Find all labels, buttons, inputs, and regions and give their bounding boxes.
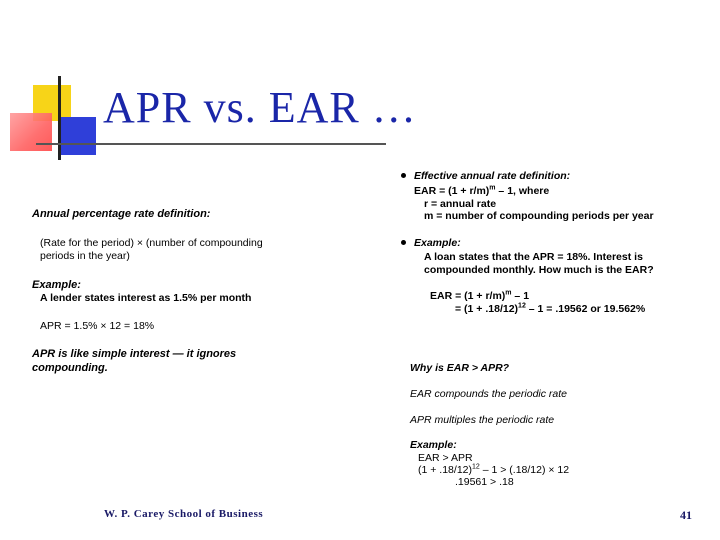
example2-line3: .19561 > .18 xyxy=(455,476,514,488)
ear-definition-heading: Effective annual rate definition: xyxy=(414,170,571,182)
apr-example-text: A lender states interest as 1.5% per month xyxy=(40,292,252,304)
slide-title: APR vs. EAR … xyxy=(103,83,417,132)
logo-blue-block xyxy=(60,117,96,155)
ear-calc-line1: EAR = $(1 + r/m)^m - 1$ xyxy=(430,289,530,302)
apr-example-heading: Example: xyxy=(32,279,81,291)
ear-m-definition: m = number of compounding periods per year xyxy=(424,210,654,222)
ear-example-line1: A loan states that the APR = 18%. Interest is xyxy=(424,251,643,263)
ear-r-definition: r = annual rate xyxy=(424,198,497,210)
ear-example-heading: Example: xyxy=(414,237,461,249)
why-heading: Why is EAR > APR? xyxy=(410,362,510,374)
apr-example-calc: APR = 1.5% × 12 = 18% xyxy=(40,320,155,332)
logo-vertical-line xyxy=(58,76,61,160)
apr-note-line2: compounding. xyxy=(32,362,108,374)
apr-definition-heading: Annual percentage rate definition: xyxy=(32,208,211,220)
logo-red-block xyxy=(10,113,52,151)
apr-note-line1: APR is like simple interest — it ignores xyxy=(32,348,237,360)
title-underline xyxy=(36,143,386,145)
ear-calc-line2: = $(1 + .18/12)^{12} - 1 = .19562$ or 19.562% xyxy=(455,302,646,315)
apr-definition-line1: (Rate for the period) × (number of compounding xyxy=(40,237,263,249)
page-number: 41 xyxy=(680,508,692,522)
bullet-icon xyxy=(401,173,406,178)
apr-definition-line2: periods in the year) xyxy=(40,250,130,262)
ear-formula: EAR = $(1 + r/m)^m - 1$, where xyxy=(414,184,550,197)
example2-line1: EAR > APR xyxy=(418,452,473,464)
bullet-icon xyxy=(401,240,406,245)
example2-line2: $(1 + .18/12)^{12} - 1 > (.18/12) \times 12$ xyxy=(418,463,570,476)
why-reason-1: EAR compounds the periodic rate xyxy=(410,388,568,400)
ear-example-line2: compounded monthly. How much is the EAR? xyxy=(424,264,654,276)
footer-school-name: W. P. Carey School of Business xyxy=(104,508,264,520)
why-reason-2: APR multiples the periodic rate xyxy=(410,414,555,426)
example2-heading: Example: xyxy=(410,439,457,451)
